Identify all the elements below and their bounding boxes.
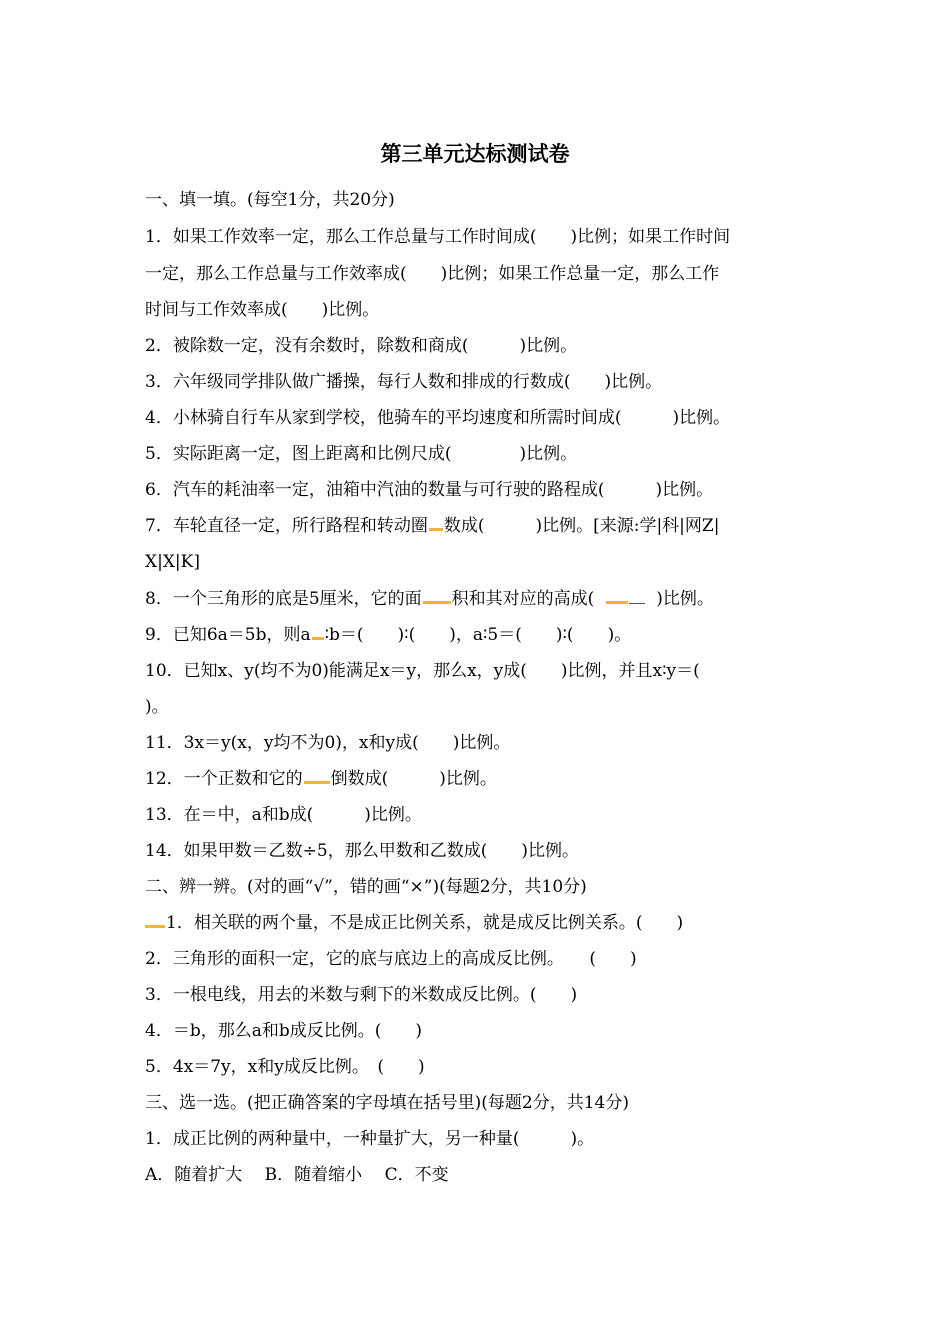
question-7-part-b: 数成( )比例。[来源:学|科|网Z| xyxy=(443,516,720,536)
highlight-mark xyxy=(312,637,324,640)
choice-question-1-options: A．随着扩大 B．随着缩小 C．不变 xyxy=(145,1165,449,1185)
question-4: 4．小林骑自行车从家到学校，他骑车的平均速度和所需时间成( )比例。 xyxy=(145,408,731,428)
highlight-mark xyxy=(606,601,628,604)
question-12-part-b: 倒数成( )比例。 xyxy=(330,769,497,789)
question-13: 13．在＝中，a和b成( )比例。 xyxy=(145,805,422,825)
highlight-mark xyxy=(304,781,330,784)
blank-underline xyxy=(629,603,645,604)
question-3: 3．六年级同学排队做广播操，每行人数和排成的行数成( )比例。 xyxy=(145,372,663,392)
question-10-line-2: )。 xyxy=(145,697,169,717)
question-9-part-a: 9．已知6a＝5b，则a xyxy=(145,625,311,645)
question-11: 11．3x＝y(x，y均不为0)，x和y成( )比例。 xyxy=(145,733,511,753)
question-8 xyxy=(145,587,714,611)
question-7-line-1 xyxy=(145,514,719,538)
question-5: 5．实际距离一定，图上距离和比例尺成( )比例。 xyxy=(145,444,578,464)
question-10-line-1: 10．已知x、y(均不为0)能满足x＝y，那么x，y成( )比例，并且x∶y＝( xyxy=(145,661,700,681)
question-1-line-3: 时间与工作效率成( )比例。 xyxy=(145,300,380,320)
question-9-part-b: ∶b＝( )∶( )，a∶5＝( )∶( )。 xyxy=(324,625,632,645)
question-7-line-2: X|X|K] xyxy=(145,552,200,572)
section-heading-fill: 一、填一填。(每空1分，共20分) xyxy=(145,190,395,210)
judge-question-1 xyxy=(145,911,683,935)
page-title: 第三单元达标测试卷 xyxy=(380,142,570,166)
question-12 xyxy=(145,767,497,791)
judge-question-3: 3．一根电线，用去的米数与剩下的米数成反比例。( ) xyxy=(145,985,578,1005)
question-6: 6．汽车的耗油率一定，油箱中汽油的数量与可行驶的路程成( )比例。 xyxy=(145,480,714,500)
judge-question-2: 2．三角形的面积一定，它的底与底边上的高成反比例。 ( ) xyxy=(145,949,637,969)
question-12-part-a: 12．一个正数和它的 xyxy=(145,769,303,789)
question-8-part-a: 8．一个三角形的底是5厘米，它的面 xyxy=(145,589,422,609)
judge-question-1-text: 1．相关联的两个量，不是成正比例关系，就是成反比例关系。( ) xyxy=(166,913,684,933)
question-1-line-2: 一定，那么工作总量与工作效率成( )比例；如果工作总量一定，那么工作 xyxy=(145,264,720,284)
highlight-mark xyxy=(423,601,451,604)
question-9 xyxy=(145,623,631,647)
section-heading-choice: 三、选一选。(把正确答案的字母填在括号里)(每题2分，共14分) xyxy=(145,1093,629,1113)
question-2: 2．被除数一定，没有余数时，除数和商成( )比例。 xyxy=(145,336,578,356)
answer-blank xyxy=(594,587,656,611)
question-1-line-1: 1．如果工作效率一定，那么工作总量与工作时间成( )比例；如果工作时间 xyxy=(145,227,731,247)
question-8-part-b: 积和其对应的高成( xyxy=(451,589,595,609)
question-14: 14．如果甲数＝乙数÷5，那么甲数和乙数成( )比例。 xyxy=(145,841,579,861)
section-heading-judge: 二、辨一辨。(对的画“√”，错的画“×”)(每题2分，共10分) xyxy=(145,877,587,897)
judge-question-5: 5．4x＝7y，x和y成反比例。 ( ) xyxy=(145,1057,425,1077)
choice-question-1: 1．成正比例的两种量中，一种量扩大，另一种量( )。 xyxy=(145,1129,595,1149)
highlight-mark xyxy=(145,925,165,928)
highlight-mark xyxy=(429,528,443,531)
question-8-part-c: )比例。 xyxy=(656,589,714,609)
judge-question-4: 4．＝b，那么a和b成反比例。( ) xyxy=(145,1021,422,1041)
question-7-part-a: 7．车轮直径一定，所行路程和转动圈 xyxy=(145,516,428,536)
